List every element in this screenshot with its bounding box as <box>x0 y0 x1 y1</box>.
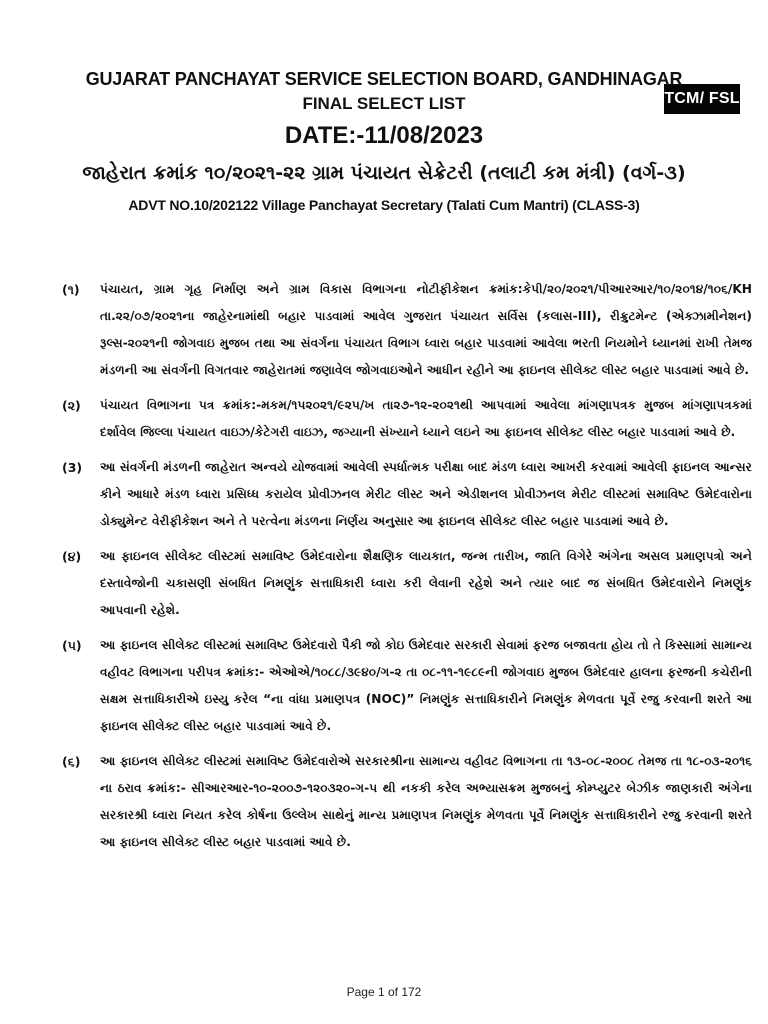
notice-item <box>62 632 752 740</box>
item-text: આ ફાઇનલ સીલેક્ટ લીસ્ટમાં સમાવિષ્ટ ઉમેદવારોના શૈક્ષણિક લાયકાત, જન્મ તારીખ, જાતિ વિગેરે અંગેના અસલ પ્રમાણપત્રો અને દસ્તાવેજોની ચકાસણી સંબધિત નિમણુંક સત્તાધિકારી ધ્વારા કરી લેવાની રહેશે અને ત્યાર બાદ જ સંબધિત ઉમેદવારોને નિમણુંક આપવાની રહેશે. <box>100 549 752 617</box>
notice-items <box>62 276 752 864</box>
item-number: (૨) <box>62 398 81 413</box>
item-number: (૪) <box>62 549 82 564</box>
document-date: DATE:-11/08/2023 <box>284 122 484 149</box>
document-header <box>0 68 768 216</box>
item-text: પંચાયત, ગ્રામ ગૃહ નિર્માણ અને ગ્રામ વિકાસ વિભાગના નોટીફીકેશન ક્રમાંક:કેપી/૨૦/૨૦૨૧/પીઆરઆર/૧૦/૨૦૧૪/૧૦૬/KH તા.૨૨/૦૭/૨૦૨૧ના જાહેરનામાંથી બહાર પાડવામાં આવેલ ગુજરાત પંચાયત સર્વિસ (કલાસ-III), રીક્રુટમેન્ટ (એક્ઝામીનેશન) રૂલ્સ-૨૦૨૧ની જોગવાઇ મુજબ તથા આ સંવર્ગના પંચાયત વિભાગ ધ્વારા બહાર પાડવામાં આવેલા ભરતી નિયમોને ધ્યાનમાં રાખી તેમજ મંડળની આ સંવર્ગની વિગતવાર જાહેરાતમાં જણાવેલ જોગવાઇઓને આધીન રહીને આ ફાઇનલ સીલેક્ટ લીસ્ટ બહાર પાડવામાં આવે છે. <box>100 282 752 377</box>
list-title: FINAL SELECT LIST <box>302 94 466 113</box>
item-text: આ ફાઇનલ સીલેક્ટ લીસ્ટમાં સમાવિષ્ટ ઉમેદવારો પૈકી જો કોઇ ઉમેદવાર સરકારી સેવામાં ફરજ બજાવતા હોય તો તે કિસ્સામાં સામાન્ય વહીવટ વિભાગના પરીપત્ર ક્રમાંક:- એઓએ/૧૦૮૮/૩૯૪૦/ગ-૨ તા ૦૮-૧૧-૧૯૮૯ની જોગવાઇ મુજબ ઉમેદવાર હાલના ફરજની કચેરીની સક્ષમ સત્તાધિકારીએ ઇસ્યુ કરેલ “ના વાંધા પ્રમાણપત્ર (NOC)” નિમણુંક સત્તાધિકારીને નિમણુંક મેળવતા પૂર્વે રજુ કરવાની શરતે આ ફાઇનલ સીલેક્ટ લીસ્ટ બહાર પાડવામાં આવે છે. <box>100 638 752 733</box>
notice-item <box>62 748 752 856</box>
item-text: આ સંવર્ગની મંડળની જાહેરાત અન્વયે યોજવામાં આવેલી સ્પર્ધાત્મક પરીક્ષા બાદ મંડળ ધ્વારા આખરી કરવામાં આવેલી ફાઇનલ આન્સર કીને આધારે મંડળ ધ્વારા પ્રસિધ્ધ કરાયેલ પ્રોવીઝનલ મેરીટ લીસ્ટ અને એડીશનલ પ્રોવીઝનલ મેરીટ લીસ્ટમાં સમાવિષ્ટ ઉમેદવારોના ડોક્યુમેન્ટ વેરીફીકેશન અને તે પરત્વેના મંડળના નિર્ણય અનુસાર આ ફાઇનલ સીલેક્ટ લીસ્ટ બહાર પાડવામાં આવે છે. <box>100 460 752 528</box>
advt-gujarati-title: જાહેરાત ક્રમાંક ૧૦/૨૦૨૧-૨૨ ગ્રામ પંચાયત સેક્રેટરી (તલાટી કમ મંત્રી) (વર્ગ-૩) <box>82 162 686 184</box>
board-name: GUJARAT PANCHAYAT SERVICE SELECTION BOARD, GANDHINAGAR <box>85 69 683 89</box>
item-number: (3) <box>62 460 83 475</box>
item-text: આ ફાઇનલ સીલેક્ટ લીસ્ટમાં સમાવિષ્ટ ઉમેદવારોએ સરકારશ્રીના સામાન્ય વહીવટ વિભાગના તા ૧૩-૦૮-૨૦૦૮ તેમજ તા ૧૮-૦૩-૨૦૧૬ ના ઠરાવ ક્રમાંક:- સીઆરઆર-૧૦-૨૦૦૭-૧૨૦૩૨૦-ગ-૫ થી નકકી કરેલ અભ્યાસક્રમ મુજબનું કોમ્પ્યુટર બેઝીક જાણકારી અંગેના સરકારશ્રી ધ્વારા નિયત કરેલ કોર્ષના ઉલ્લેખ સાથેનું માન્ય પ્રમાણપત્ર નિમણુંક મેળવતા પૂર્વે નિમણુંક સત્તાધિકારીને રજુ કરવાની શરતે આ ફાઇનલ સીલેક્ટ લીસ્ટ બહાર પાડવામાં આવે છે. <box>100 754 752 849</box>
item-number: (૫) <box>62 638 82 653</box>
notice-item <box>62 392 752 446</box>
notice-item <box>62 454 752 535</box>
item-number: (૧) <box>62 282 80 297</box>
item-number: (૬) <box>62 754 81 769</box>
notice-item <box>62 543 752 624</box>
tcm-fsl-badge: TCM/ FSL <box>664 84 740 114</box>
page-number: Page 1 of 172 <box>346 985 422 999</box>
item-text: પંચાયત વિભાગના પત્ર ક્રમાંક:-મકમ/૧૫૨૦૨૧/૯૨૫/ખ તા૨૭-૧૨-૨૦૨૧થી આપવામાં આવેલા માંગણાપત્રક મુજબ માંગણાપત્રકમાં દર્શાવેલ જિલ્લા પંચાયત વાઇઝ/કેટેગરી વાઇઝ, જગ્યાની સંખ્યાને ધ્યાને લઇને આ ફાઇનલ સીલેક્ટ લીસ્ટ બહાર પાડવામાં આવે છે. <box>100 398 752 439</box>
advt-english-title: ADVT NO.10/202122 Village Panchayat Secretary (Talati Cum Mantri) (CLASS-3) <box>128 197 640 213</box>
notice-item <box>62 276 752 384</box>
